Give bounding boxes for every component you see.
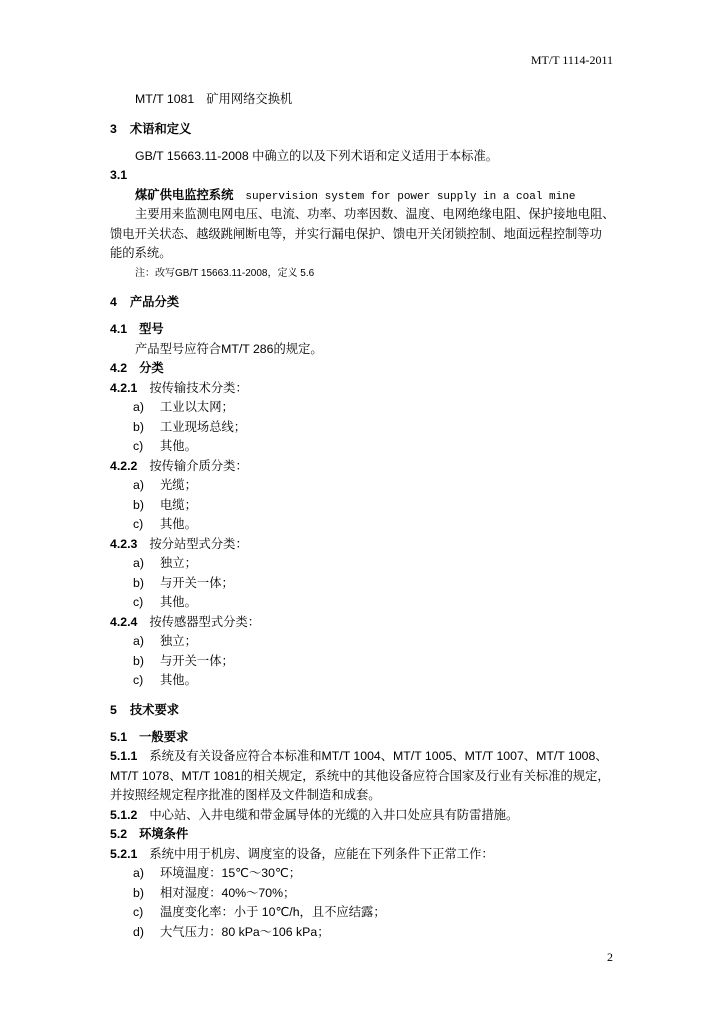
list-label: a)	[133, 634, 144, 648]
section-title: 术语和定义	[129, 121, 192, 136]
list-label: c)	[133, 905, 144, 919]
list-text: 其他。	[160, 439, 197, 453]
list-item	[110, 515, 616, 535]
clause-text: 系统中用于机房、调度室的设备，应能在下列条件下正常工作：	[149, 846, 494, 861]
reference-title: 矿用网络交换机	[206, 92, 293, 106]
paragraph: GB/T 15663.11-2008 中确立的以及下列术语和定义适用于本标准。	[135, 148, 499, 163]
list-item	[110, 437, 616, 457]
clause-text: 按传感器型式分类：	[149, 614, 261, 629]
list-text: 与开关一体；	[160, 653, 234, 668]
section-heading	[110, 701, 616, 721]
subsection-title: 分类	[139, 361, 164, 375]
subsection-number: 5.1	[110, 729, 128, 744]
subsection-number: 4.1	[110, 322, 128, 336]
clause-line	[110, 457, 616, 477]
clause-text: 按传输介质分类：	[149, 458, 248, 473]
section-title: 技术要求	[129, 702, 180, 717]
list-item	[110, 632, 616, 652]
clause-number: 5.2.1	[110, 846, 138, 861]
clause-number: 4.2.3	[110, 536, 138, 551]
document-code: MT/T 1114-2011	[530, 53, 613, 67]
list-item	[110, 476, 616, 496]
list-label: b)	[133, 419, 144, 434]
list-text: 相对湿度：40%～70%；	[160, 885, 296, 900]
list-text: 独立；	[160, 556, 197, 570]
list-text: 其他。	[160, 673, 197, 687]
list-label: c)	[133, 673, 144, 687]
list-text: 其他。	[160, 595, 197, 609]
term-number: 3.1	[110, 168, 128, 182]
clause-continuation: 并按照经规定程序批准的图样及文件制造和成套。	[110, 788, 381, 802]
clause-continuation: MT/T 1078、MT/T 1081的相关规定，系统中的其他设备应符合国家及行业有关标准的规定，	[110, 768, 610, 783]
section-number: 5	[110, 702, 117, 717]
clause-line	[110, 806, 616, 826]
definition-line: 能的系统。	[110, 246, 172, 260]
reference-line	[110, 90, 616, 110]
list-text: 环境温度：15℃～30℃；	[160, 866, 302, 880]
clause-number: 4.2.2	[110, 458, 138, 473]
clause-text: 中心站、入井电缆和带金属导体的光缆的入井口处应具有防雷措施。	[149, 807, 519, 822]
clause-line	[110, 747, 616, 767]
term-chinese: 煤矿供电监控系统	[135, 187, 234, 202]
paragraph: 产品型号应符合MT/T 286的规定。	[135, 341, 323, 356]
list-label: b)	[133, 653, 144, 668]
subsection-title: 环境条件	[139, 827, 189, 841]
term-line	[110, 186, 616, 206]
section-number: 4	[110, 295, 117, 309]
list-text: 工业以太网；	[160, 400, 234, 414]
clause-line	[110, 535, 616, 555]
clause-number: 5.1.2	[110, 807, 138, 822]
clause-line	[110, 379, 616, 399]
list-item	[110, 496, 616, 516]
definition-line: 主要用来监测电网电压、电流、功率、功率因数、温度、电网绝缘电阻、保护接地电阻、	[135, 207, 615, 221]
clause-text: 按分站型式分类：	[149, 536, 248, 551]
clause-line	[110, 845, 616, 865]
list-item	[110, 574, 616, 594]
subsection-title: 型号	[139, 322, 164, 336]
list-text: 电缆；	[160, 497, 197, 512]
note: 注：改写GB/T 15663.11-2008，定义 5.6	[135, 267, 315, 279]
list-label: d)	[133, 924, 144, 939]
clause-text: 按传输技术分类：	[149, 380, 248, 395]
page-body	[110, 90, 616, 942]
list-item	[110, 554, 616, 574]
list-label: a)	[133, 400, 144, 414]
subsection-heading	[110, 320, 616, 340]
section-title: 产品分类	[129, 295, 180, 309]
clause-number: 4.2.4	[110, 614, 138, 629]
list-item	[110, 418, 616, 438]
list-item	[110, 652, 616, 672]
list-item	[110, 923, 616, 943]
list-label: b)	[133, 575, 144, 590]
list-text: 独立；	[160, 634, 197, 648]
subsection-heading	[110, 359, 616, 379]
list-text: 与开关一体；	[160, 575, 234, 590]
subsection-title: 一般要求	[139, 729, 189, 744]
list-text: 温度变化率：小于 10℃/h，且不应结露；	[160, 905, 386, 919]
section-number: 3	[110, 121, 117, 136]
list-item	[110, 884, 616, 904]
clause-line	[110, 613, 616, 633]
list-label: a)	[133, 478, 144, 492]
clause-number: 4.2.1	[110, 380, 138, 395]
subsection-number: 5.2	[110, 827, 128, 841]
list-label: c)	[133, 439, 144, 453]
list-text: 其他。	[160, 517, 197, 531]
list-label: a)	[133, 866, 144, 880]
list-item	[110, 903, 616, 923]
list-text: 工业现场总线；	[160, 419, 247, 434]
section-heading	[110, 120, 616, 140]
clause-number: 5.1.1	[110, 749, 138, 763]
list-item	[110, 671, 616, 691]
subsection-number: 4.2	[110, 361, 128, 375]
term-english: supervision system for power supply in a coal mine	[245, 190, 576, 203]
list-label: a)	[133, 556, 144, 570]
list-item	[110, 398, 616, 418]
list-text: 光缆；	[160, 478, 197, 492]
list-label: c)	[133, 517, 144, 531]
list-item	[110, 593, 616, 613]
section-heading	[110, 293, 616, 313]
list-label: b)	[133, 497, 144, 512]
list-label: c)	[133, 595, 144, 609]
definition-line: 馈电开关状态、越级跳闸断电等，并实行漏电保护、馈电开关闭锁控制、地面远程控制等功	[110, 226, 602, 241]
subsection-heading	[110, 728, 616, 748]
reference-code: MT/T 1081	[135, 92, 195, 106]
page-number: 2	[607, 950, 613, 964]
clause-text: 系统及有关设备应符合本标准和MT/T 1004、MT/T 1005、MT/T 1007、MT/T 1008、	[149, 749, 608, 763]
list-text: 大气压力：80 kPa～106 kPa；	[160, 924, 330, 939]
subsection-heading	[110, 825, 616, 845]
list-label: b)	[133, 885, 144, 900]
list-item	[110, 864, 616, 884]
